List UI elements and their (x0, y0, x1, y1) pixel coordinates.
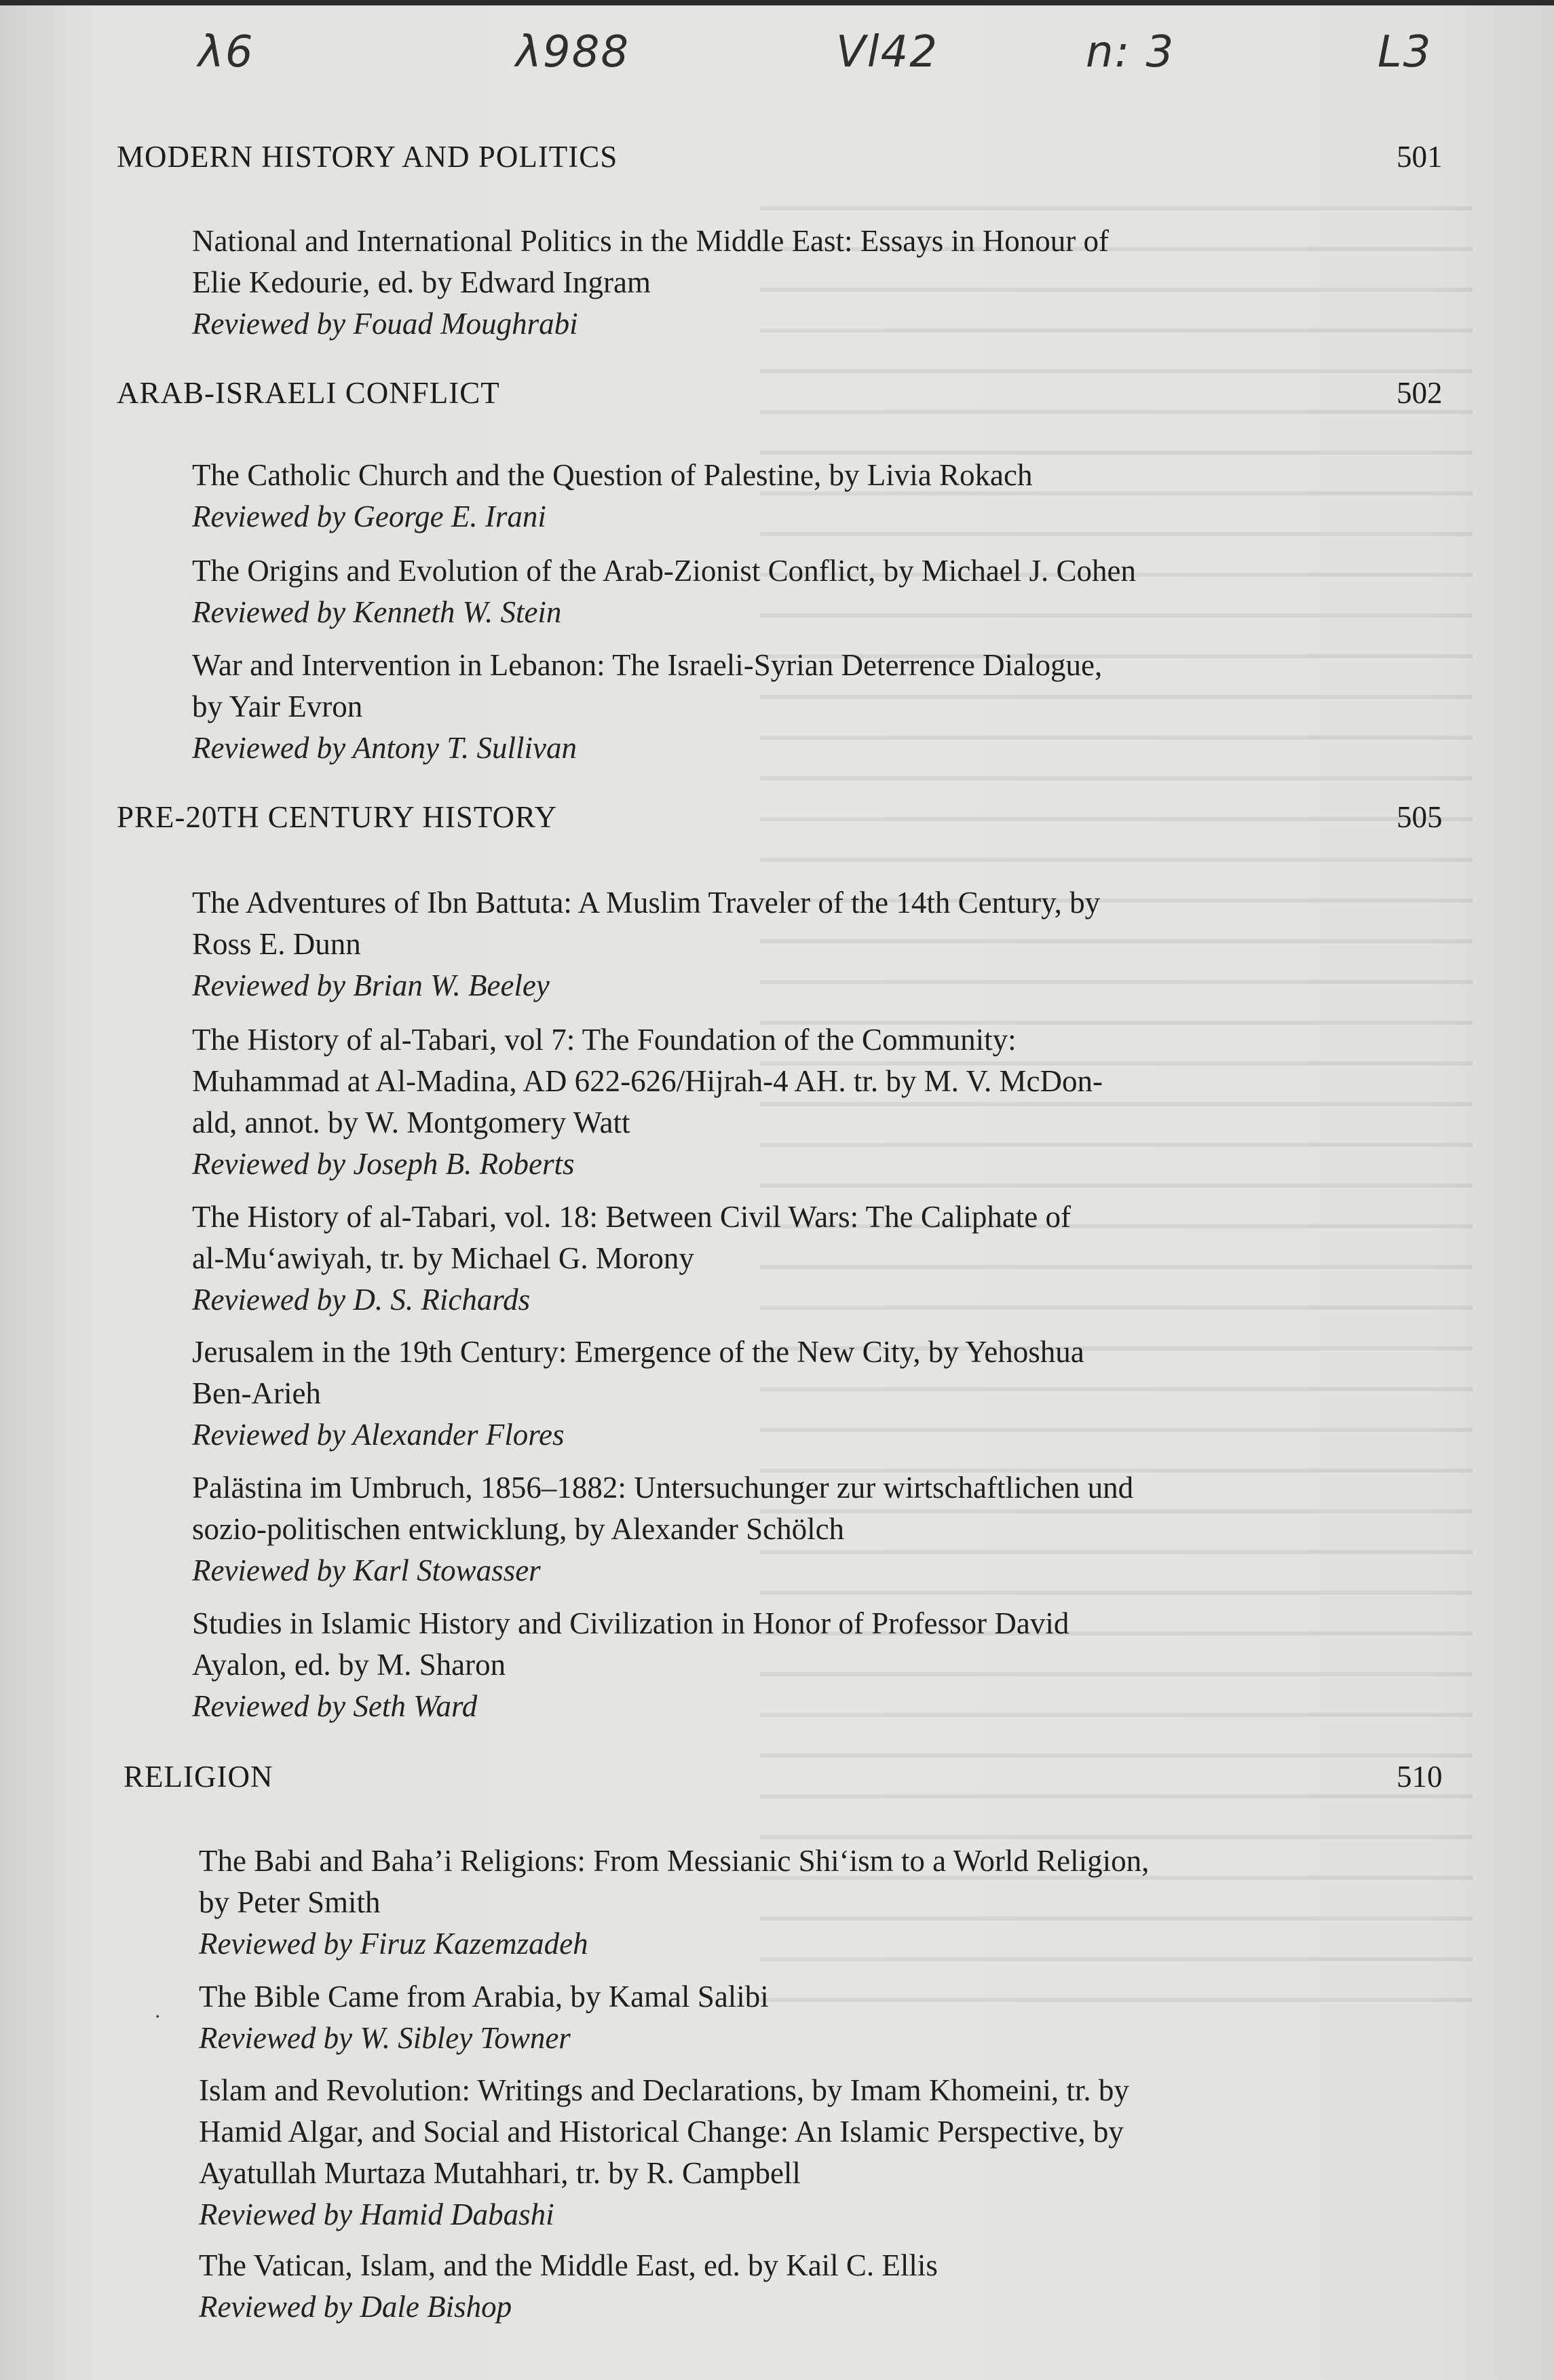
review-entry (192, 455, 1332, 537)
handwritten-number: n: 3 (1086, 27, 1175, 77)
section-page-number: 501 (1397, 140, 1443, 174)
review-entry (192, 1196, 1332, 1321)
reviewer: Reviewed by Antony T. Sullivan (192, 731, 577, 765)
book-title-line: The Origins and Evolution of the Arab-Zionist Conflict, by Michael J. Cohen (192, 554, 1137, 588)
book-title-line: by Peter Smith (199, 1885, 381, 1919)
book-title-line: The Vatican, Islam, and the Middle East, ed. by Kail C. Ellis (199, 2248, 938, 2282)
book-title-line: Ben-Arieh (192, 1376, 321, 1410)
reviewer: Reviewed by D. S. Richards (192, 1283, 531, 1317)
handwritten-year: λ988 (516, 27, 630, 77)
reviewer: Reviewed by Joseph B. Roberts (192, 1147, 575, 1181)
section-title: ARAB-ISRAELI CONFLICT (117, 376, 500, 410)
review-entry (192, 645, 1332, 769)
reviewer: Reviewed by W. Sibley Towner (199, 2021, 571, 2055)
book-title-line: The Bible Came from Arabia, by Kamal Salibi (199, 1980, 769, 2014)
book-title-line: The History of al-Tabari, vol 7: The Foundation of the Community: (192, 1023, 1017, 1057)
book-title-line: Muhammad at Al-Madina, AD 622-626/Hijrah-4 AH. tr. by M. V. McDon- (192, 1064, 1103, 1098)
book-title-line: The Catholic Church and the Question of Palestine, by Livia Rokach (192, 458, 1033, 492)
book-title-line: The Babi and Baha’i Religions: From Messianic Shi‘ism to a World Religion, (199, 1844, 1150, 1878)
handwritten-volume: Vl42 (836, 27, 939, 77)
section-page-number: 505 (1397, 800, 1443, 834)
reviewer: Reviewed by Seth Ward (192, 1689, 478, 1723)
section-page-number: 502 (1397, 376, 1443, 410)
section-title: RELIGION (124, 1760, 273, 1794)
review-entry (192, 1331, 1332, 1456)
section-page-number: 510 (1397, 1760, 1443, 1794)
reviewer: Reviewed by Alexander Flores (192, 1418, 565, 1452)
book-title-line: Ayatullah Murtaza Mutahhari, tr. by R. Campbell (199, 2156, 801, 2190)
book-title-line: Elie Kedourie, ed. by Edward Ingram (192, 265, 651, 299)
review-entry (199, 1976, 1339, 2059)
section-header (0, 1759, 1554, 1800)
review-entry (192, 550, 1332, 633)
book-title-line: National and International Politics in the Middle East: Essays in Honour of (192, 224, 1110, 258)
section-title: MODERN HISTORY AND POLITICS (117, 140, 618, 174)
review-entry (199, 2070, 1339, 2235)
reviewer: Reviewed by George E. Irani (192, 499, 546, 533)
book-title-line: Islam and Revolution: Writings and Declarations, by Imam Khomeini, tr. by (199, 2073, 1129, 2107)
section-title: PRE-20TH CENTURY HISTORY (117, 800, 558, 834)
book-title-line: by Yair Evron (192, 690, 363, 723)
section-header (0, 799, 1554, 840)
book-title-line: Palästina im Umbruch, 1856–1882: Untersuchunger zur wirtschaftlichen und (192, 1471, 1134, 1505)
reviewer: Reviewed by Dale Bishop (199, 2290, 512, 2324)
reviewer: Reviewed by Kenneth W. Stein (192, 595, 562, 629)
book-title-line: War and Intervention in Lebanon: The Israeli-Syrian Deterrence Dialogue, (192, 648, 1103, 682)
section-header (0, 139, 1554, 180)
reviewer: Reviewed by Hamid Dabashi (199, 2197, 554, 2231)
book-title-line: Jerusalem in the 19th Century: Emergence of the New City, by Yehoshua (192, 1335, 1084, 1369)
stray-mark: . (155, 1998, 161, 2023)
review-entry (192, 1019, 1332, 1185)
review-entry (199, 2245, 1339, 2328)
review-entry (192, 882, 1332, 1006)
reviewer: Reviewed by Firuz Kazemzadeh (199, 1927, 588, 1961)
handwritten-ref: λ6 (198, 27, 254, 77)
book-title-line: The History of al-Tabari, vol. 18: Between Civil Wars: The Caliphate of (192, 1200, 1072, 1234)
book-title-line: Hamid Algar, and Social and Historical Change: An Islamic Perspective, by (199, 2115, 1124, 2149)
section-header (0, 375, 1554, 416)
scan-edge (0, 0, 1554, 5)
book-title-line: al-Mu‘awiyah, tr. by Michael G. Morony (192, 1241, 694, 1275)
handwritten-page-mark: L3 (1378, 27, 1433, 77)
book-title-line: Ayalon, ed. by M. Sharon (192, 1648, 506, 1682)
book-title-line: sozio-politischen entwicklung, by Alexander Schölch (192, 1512, 845, 1546)
reviewer: Reviewed by Brian W. Beeley (192, 968, 550, 1002)
review-entry (192, 1467, 1332, 1591)
book-title-line: ald, annot. by W. Montgomery Watt (192, 1106, 630, 1139)
review-entry (192, 221, 1332, 345)
book-title-line: The Adventures of Ibn Battuta: A Muslim Traveler of the 14th Century, by (192, 886, 1101, 920)
book-title-line: Studies in Islamic History and Civilization in Honor of Professor David (192, 1606, 1069, 1640)
reviewer: Reviewed by Fouad Moughrabi (192, 307, 578, 341)
reviewer: Reviewed by Karl Stowasser (192, 1553, 541, 1587)
book-title-line: Ross E. Dunn (192, 927, 361, 961)
review-entry (192, 1603, 1332, 1727)
review-entry (199, 1840, 1339, 1965)
